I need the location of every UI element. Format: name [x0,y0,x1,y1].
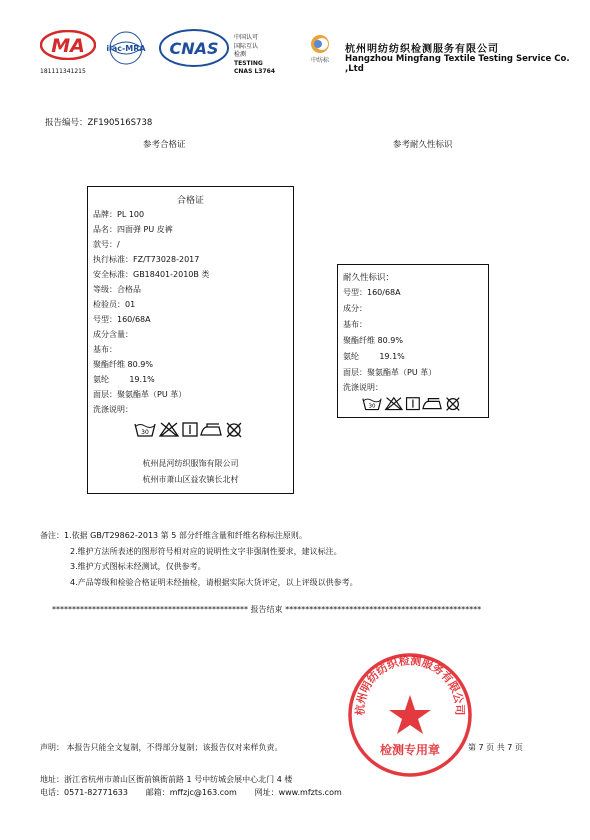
svg-text:中纺标: 中纺标 [310,57,330,64]
remark-3: 3.维护方式图标未经测试，仅供参考。 [70,562,206,572]
report-number: 报告编号：ZF190516S738 [45,118,153,128]
page-number: 第 7 页 共 7 页 [468,743,523,752]
svg-text:杭州明纺纺织检测服务有限公司: 杭州明纺纺织检测服务有限公司 [353,654,467,716]
svg-text:检测专用章: 检测专用章 [379,743,441,757]
line-dry-icon [183,423,197,436]
no-dry-clean-icon [227,423,241,437]
durability-title: 耐久性标识： [343,273,395,283]
certificate-base-fabric: 基布： [93,345,117,354]
no-bleach-icon [160,423,178,436]
certificate-fiber-polyester: 聚酯纤维 80.9% [93,360,153,369]
cnas-logo [158,28,230,68]
contact-line: 电话：0571-82771633 邮箱：mffzjc@163.com 网址：www.mfzts.com [40,788,342,797]
svg-text:30: 30 [141,429,149,436]
certificate-care-label: 洗涤说明： [93,405,133,414]
remarks [40,528,358,590]
svg-text:ilac-MRA: ilac-MRA [106,44,146,53]
durability-label [337,264,489,418]
reference-certificate-heading: 参考合格证 [143,140,186,150]
company-name-en: Hangzhou Mingfang Textile Testing Service Co. ,Ltd [345,54,570,74]
certificate-product-name: 品名：四面弹 PU 皮裤 [93,225,173,234]
svg-text:CNAS: CNAS [169,39,219,58]
reference-durability-heading: 参考耐久性标识 [393,140,453,150]
cma-license-number: 181111341215 [40,68,86,75]
durability-fiber-polyester: 聚酯纤维 80.9% [343,336,403,345]
mingfang-logo [300,32,340,66]
certificate-fiber-spandex: 氨纶 19.1% [93,375,155,384]
wash-30-icon [363,399,381,410]
certificate-company: 杭州昆河纺织服饰有限公司 [142,459,239,468]
seal-star-icon [389,695,431,734]
company-name-cn: 杭州明纺纺织检测服务有限公司 [345,44,499,55]
certificate-size: 号型：160/68A [93,315,151,324]
certificate-brand: 品牌：PL 100 [93,210,145,219]
remark-4: 4.产品等级和检验合格证明未经抽检，请根据实际大货评定，以上评级以供参考。 [70,577,358,587]
durability-fiber-spandex: 氨纶 19.1% [343,352,405,361]
low-iron-icon [423,399,441,409]
low-iron-icon [201,424,221,435]
certificate-grade: 等级：合格品 [93,285,141,294]
certificate-composition-label: 成分含量： [93,330,133,339]
ilac-mra-logo [100,30,152,66]
durability-care-symbols [356,395,468,415]
durability-size: 号型：160/68A [343,288,401,297]
cma-logo [40,30,96,60]
durability-base-fabric: 基布： [343,320,367,329]
report-end-line [52,604,481,615]
durability-surface-layer: 面层：聚氨酯革（PU 革） [343,368,437,377]
wash-30-icon [135,424,155,436]
report-end-text: 报告结束 [250,605,283,614]
care-symbols [133,420,245,442]
no-dry-clean-icon [447,398,460,411]
certificate-address: 杭州市萧山区益农镇长北村 [142,475,239,484]
line-dry-icon [407,398,420,410]
cnas-accreditation-text: 中国认可 国际互认 检测 TESTING CNAS L3764 [234,34,276,75]
certificate-surface-layer: 面层：聚氨酯革（PU 革） [93,390,187,399]
company-seal-stamp [345,650,475,780]
certificate-safety-standard: 安全标准：GB18401-2010B 类 [93,270,210,279]
certificate-inspector: 检验员：01 [93,300,136,309]
remark-2: 2.维护方法所表述的图形符号相对应的说明性文字非强制性要求，建议标注。 [70,546,342,556]
remark-1: 备注：1.依据 GB/T29862-2013 第 5 部分纤维含量和纤维名称标注原则。 [40,531,307,540]
certificate-style-no: 款号：/ [93,240,120,249]
end-stars-left: ************************************************* [52,605,248,614]
durability-care-label: 洗涤说明： [343,383,383,392]
certificate-label [87,186,294,494]
certificate-title: 合格证 [176,196,204,206]
no-bleach-icon [386,398,402,410]
svg-text:30: 30 [368,403,376,410]
declaration: 声明： 本报告只能全文复制，不得部分复制；该报告仅对来样负责。 [40,743,283,752]
svg-text:MA: MA [51,35,85,57]
contact-info [40,773,342,799]
certificate-standard: 执行标准：FZ/T73028-2017 [93,255,200,264]
durability-composition-label: 成分： [343,304,367,313]
end-stars-right: ************************************************* [285,605,482,614]
address-line: 地址：浙江省杭州市萧山区衙前镇衙前路 1 号中纺城会展中心北门 4 楼 [40,775,293,784]
